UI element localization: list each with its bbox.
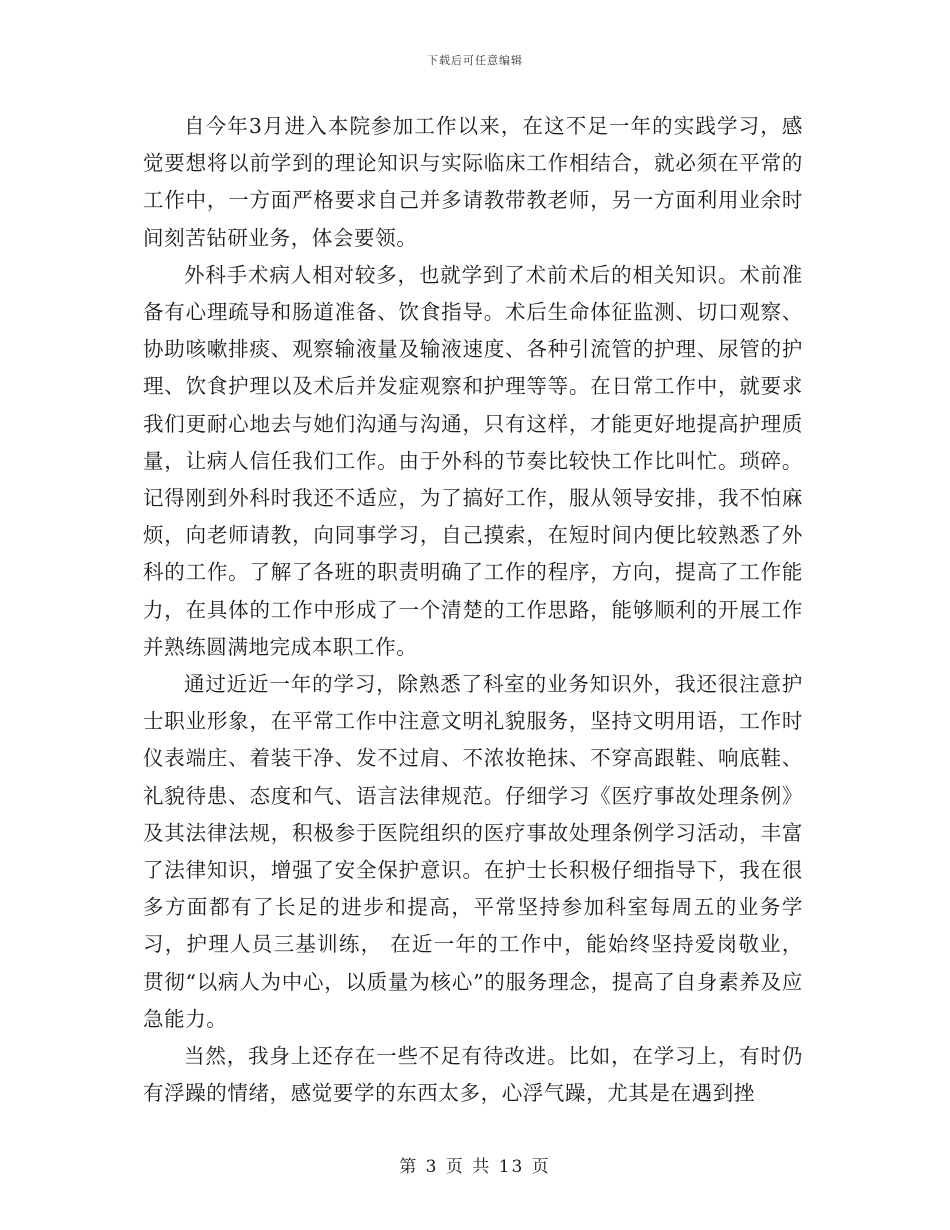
document-body	[143, 108, 803, 1112]
page-number-footer: 第 3 页 共 13 页	[399, 1157, 551, 1177]
page-header: 下载后可任意编辑	[427, 54, 523, 67]
paragraph: 外科手术病人相对较多，也就学到了术前术后的相关知识。术前准备有心理疏导和肠道准备、饮食指导。术后生命体征监测、切口观察、协助咳嗽排痰、观察输液量及输液速度、各种引流管的护理、尿管的护理、饮食护理以及术后并发症观察和护理等等。在日常工作中，就要求我们更耐心地去与她们沟通与沟通，只有这样，才能更好地提高护理质量，让病人信任我们工作。由于外科的节奏比较快工作比叫忙。琐碎。记得刚到外科时我还不适应，为了搞好工作，服从领导安排，我不怕麻烦，向老师请教，向同事学习，自己摸索，在短时间内便比较熟悉了外科的工作。了解了各班的职责明确了工作的程序，方向，提高了工作能力，在具体的工作中形成了一个清楚的工作思路，能够顺利的开展工作并熟练圆满地完成本职工作。	[143, 262, 803, 659]
paragraph: 当然，我身上还存在一些不足有待改进。比如，在学习上，有时仍有浮躁的情绪，感觉要学的东西太多，心浮气躁，尤其是在遇到挫	[143, 1044, 803, 1106]
paragraph: 通过近近一年的学习，除熟悉了科室的业务知识外，我还很注意护士职业形象，在平常工作中注意文明礼貌服务，坚持文明用语，工作时仪表端庄、着装干净、发不过肩、不浓妆艳抹、不穿高跟鞋、响底鞋、礼貌待患、态度和气、语言法律规范。仔细学习《医疗事故处理条例》及其法律法规，积极参于医院组织的医疗事故处理条例学习活动，丰富了法律知识，增强了安全保护意识。在护士长积极仔细指导下，我在很多方面都有了长足的进步和提高，平常坚持参加科室每周五的业务学习，护理人员三基训练， 在近一年的工作中，能始终坚持爱岗敬业，贯彻“以病人为中心，以质量为核心”的服务理念，提高了自身素养及应急能力。	[143, 672, 803, 1031]
paragraph: 自今年3月进入本院参加工作以来，在这不足一年的实践学习，感觉要想将以前学到的理论知识与实际临床工作相结合，就必须在平常的工作中，一方面严格要求自己并多请教带教老师，另一方面利用业余时间刻苦钻研业务，体会要领。	[143, 114, 803, 250]
